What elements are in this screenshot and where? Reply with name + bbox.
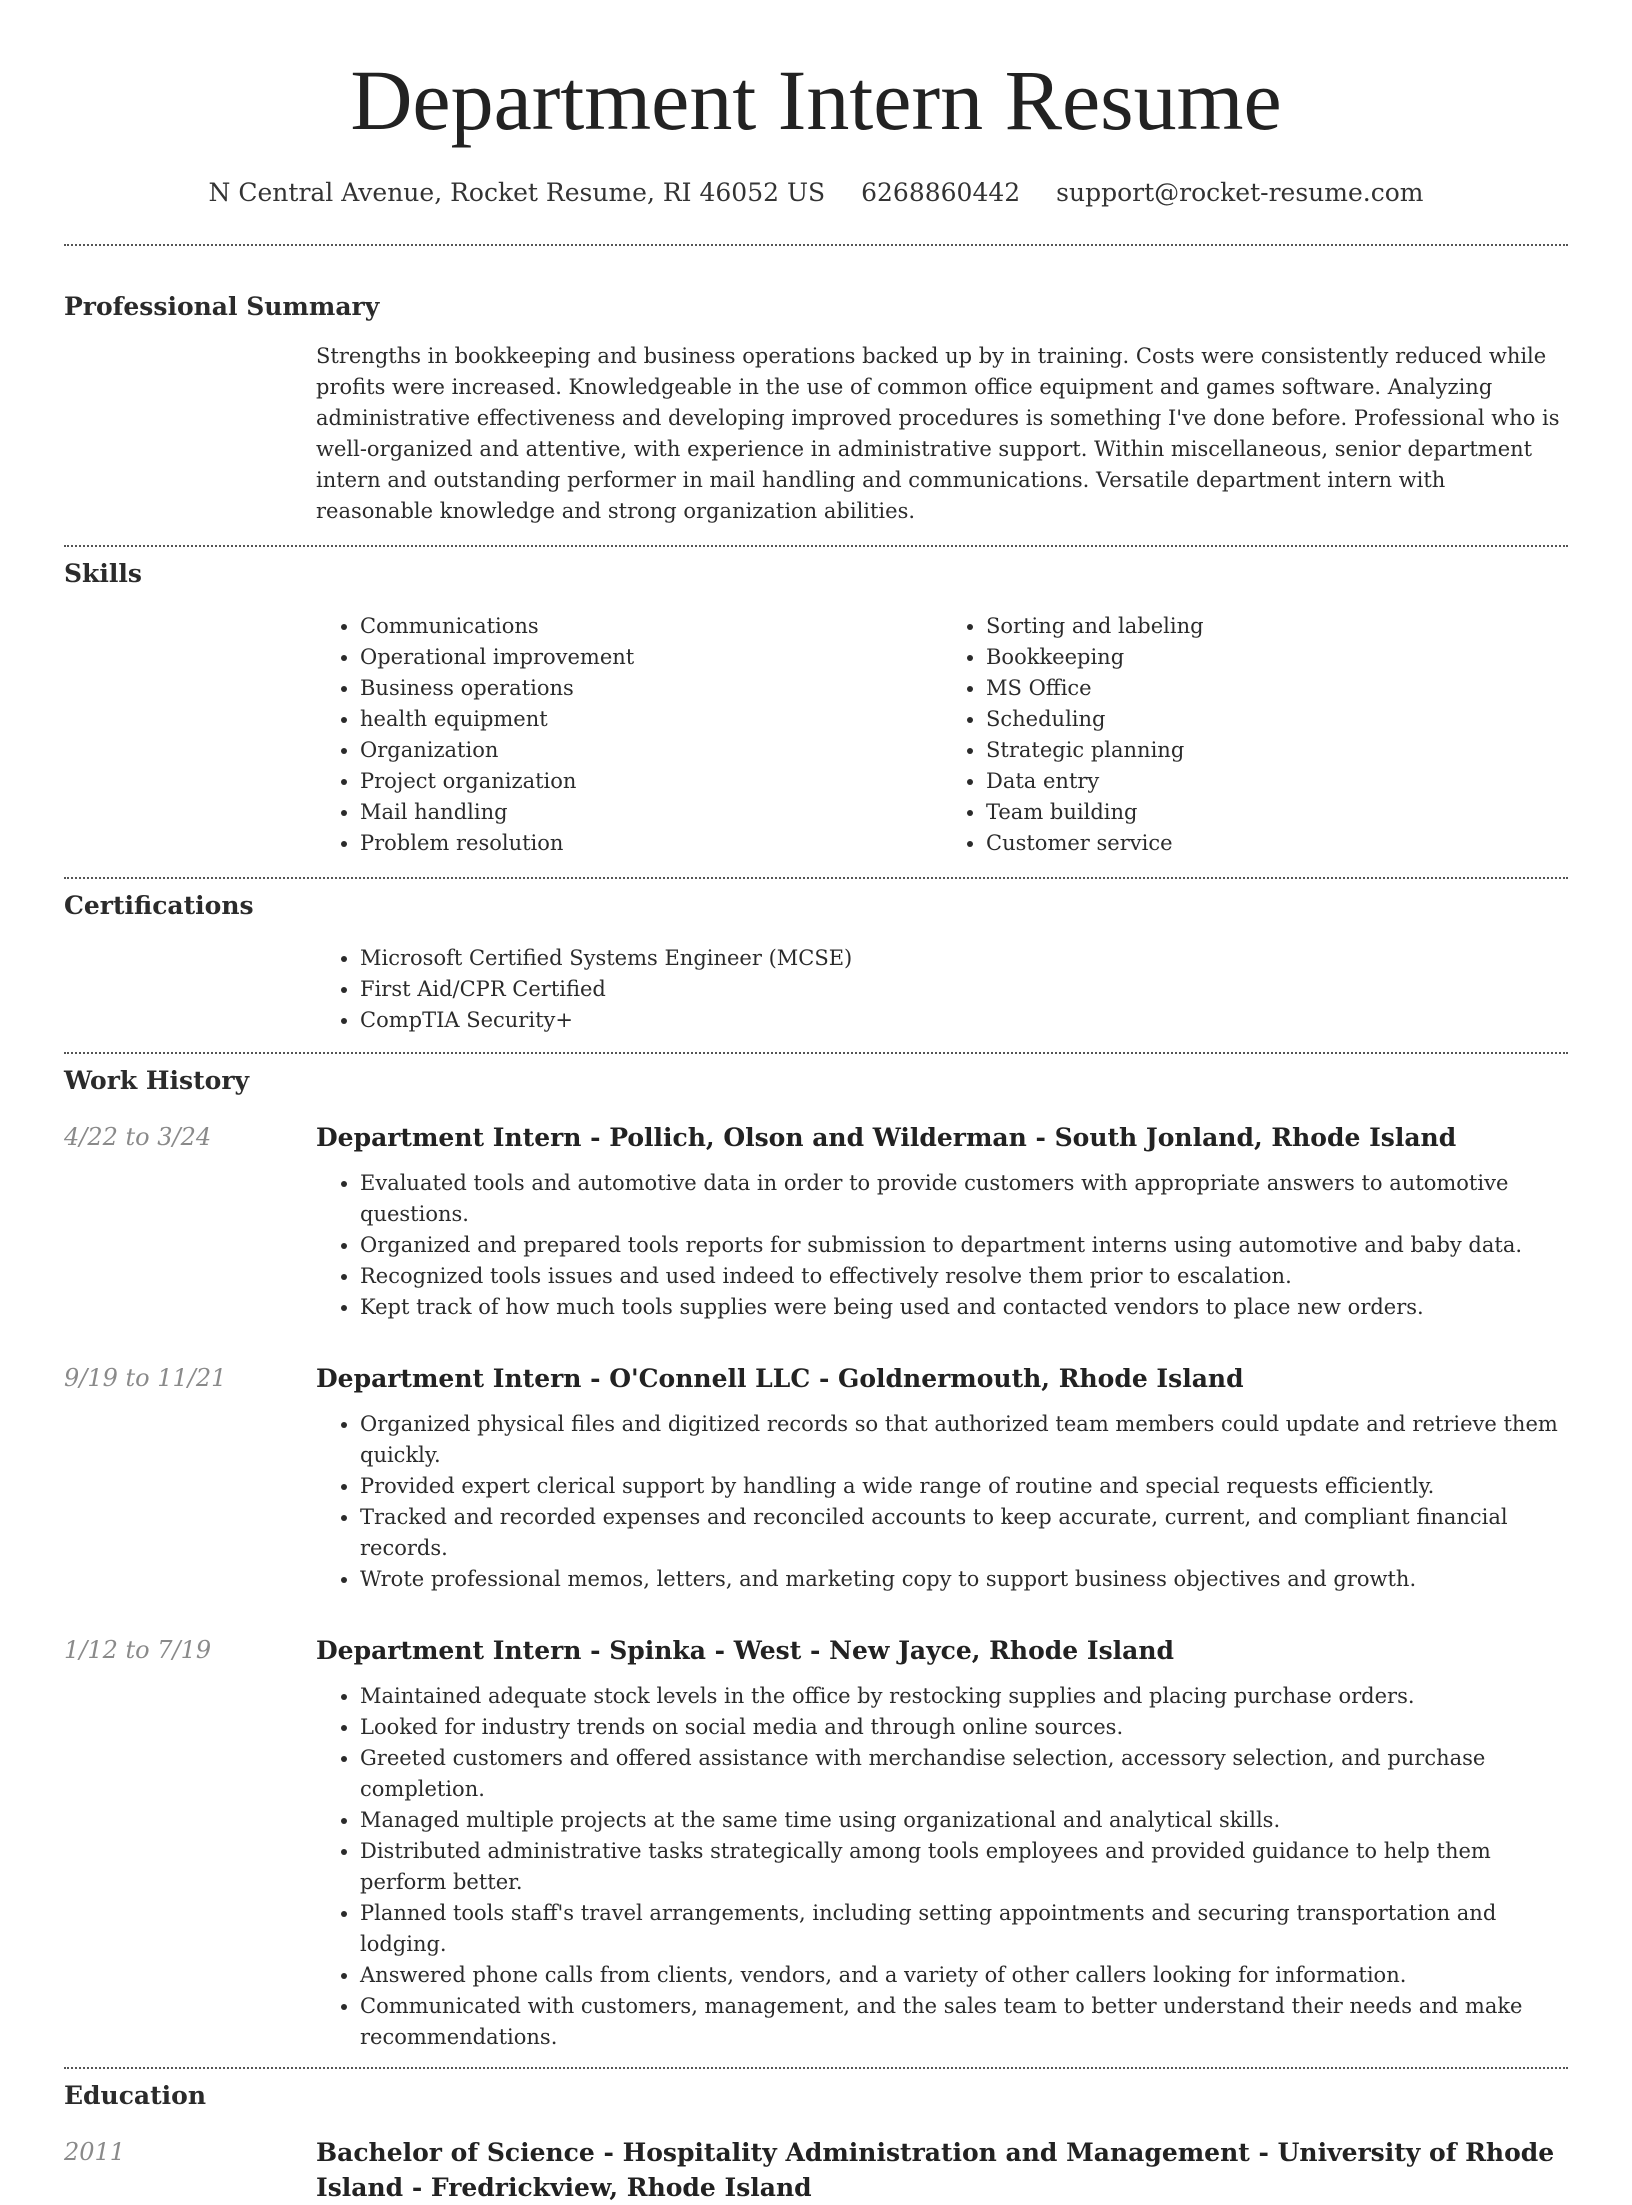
- job-bullet: • Recognized tools issues and used indeed to effectively resolve them prior to escalation.: [360, 1261, 1568, 1292]
- job-bullet: • Looked for industry trends on social media and through online sources.: [360, 1712, 1568, 1743]
- job-bullet: • Distributed administrative tasks strategically among tools employees and provided guidance to help them perform better.: [360, 1836, 1568, 1898]
- resume-title: Department Intern Resume: [350, 52, 1282, 148]
- education-section: [0, 2069, 1632, 2205]
- skill-item: • Data entry: [986, 766, 1568, 797]
- job-bullet: • Organized physical files and digitized records so that authorized team members could update and retrieve them quickly.: [360, 1409, 1568, 1471]
- work-history-heading: Work History: [64, 1066, 250, 1095]
- skills-section: [0, 547, 1632, 859]
- job-title: Department Intern - Spinka - West - New Jayce, Rhode Island: [316, 1636, 1174, 1665]
- summary-heading: Professional Summary: [64, 292, 380, 321]
- skills-list-left: [316, 611, 942, 859]
- job-bullet: • Wrote professional memos, letters, and marketing copy to support business objectives and growth.: [360, 1564, 1568, 1595]
- education-entry: [64, 2135, 1568, 2205]
- job-bullet: • Provided expert clerical support by handling a wide range of routine and special requests efficiently.: [360, 1471, 1568, 1502]
- skill-item: • Scheduling: [986, 704, 1568, 735]
- certifications-list: [316, 943, 1568, 1036]
- skill-item: • Strategic planning: [986, 735, 1568, 766]
- skill-item: • Sorting and labeling: [986, 611, 1568, 642]
- contact-email: support@rocket-resume.com: [1056, 178, 1424, 207]
- skill-item: • Team building: [986, 797, 1568, 828]
- skills-grid: [316, 611, 1568, 859]
- skill-item: • Operational improvement: [360, 642, 942, 673]
- education-title: Bachelor of Science - Hospitality Administration and Management - University of Rhode Island - Fredrickview, Rhode Island: [316, 2138, 1555, 2202]
- certification-item: • First Aid/CPR Certified: [360, 974, 1568, 1005]
- job-bullet: • Planned tools staff's travel arrangements, including setting appointments and securing transportation and lodging.: [360, 1898, 1568, 1960]
- education-date: 2011: [64, 2138, 126, 2166]
- job-title: Department Intern - O'Connell LLC - Goldnermouth, Rhode Island: [316, 1364, 1244, 1393]
- contact-line: [0, 176, 1632, 210]
- skills-heading: Skills: [64, 559, 142, 588]
- summary-section: [0, 246, 1632, 527]
- job-bullet: • Evaluated tools and automotive data in order to provide customers with appropriate answers to automotive questions.: [360, 1168, 1568, 1230]
- resume-header: [0, 0, 1632, 210]
- certification-item: • CompTIA Security+: [360, 1005, 1568, 1036]
- job-bullet: • Greeted customers and offered assistance with merchandise selection, accessory selection, and purchase completion.: [360, 1743, 1568, 1805]
- job-bullet: • Organized and prepared tools reports for submission to department interns using automotive and baby data.: [360, 1230, 1568, 1261]
- job-title: Department Intern - Pollich, Olson and Wilderman - South Jonland, Rhode Island: [316, 1123, 1457, 1152]
- skill-item: • Bookkeeping: [986, 642, 1568, 673]
- skill-item: • Project organization: [360, 766, 942, 797]
- job-bullet: • Answered phone calls from clients, vendors, and a variety of other callers looking for information.: [360, 1960, 1568, 1991]
- job-bullet: • Kept track of how much tools supplies were being used and contacted vendors to place new orders.: [360, 1292, 1568, 1323]
- contact-phone: 6268860442: [861, 178, 1021, 207]
- summary-body: [316, 341, 1568, 527]
- skill-item: • Business operations: [360, 673, 942, 704]
- job-details: [316, 1633, 1568, 2053]
- job-bullets: [316, 1409, 1568, 1595]
- job-details: [316, 1120, 1568, 1323]
- skill-item: • Communications: [360, 611, 942, 642]
- job-bullet: • Tracked and recorded expenses and reconciled accounts to keep accurate, current, and compliant financial records.: [360, 1502, 1568, 1564]
- certifications-heading: Certifications: [64, 891, 254, 920]
- job-bullet: • Maintained adequate stock levels in the office by restocking supplies and placing purchase orders.: [360, 1681, 1568, 1712]
- job-details: [316, 1361, 1568, 1595]
- job-bullet: • Managed multiple projects at the same time using organizational and analytical skills.: [360, 1805, 1568, 1836]
- skill-item: • Problem resolution: [360, 828, 942, 859]
- summary-text: Strengths in bookkeeping and business operations backed up by in training. Costs were consistently reduced while profits were increased. Knowledgeable in the use of common office equipment and games software. Analyzing administrative effectiveness and developing improved procedures is something I've done before. Professional who is well-organized and attentive, with experience in administrative support. Within miscellaneous, senior department intern and outstanding performer in mail handling and communications. Versatile department intern with reasonable knowledge and strong organization abilities.: [316, 344, 1560, 523]
- job-entry: [64, 1361, 1568, 1595]
- skill-item: • Organization: [360, 735, 942, 766]
- certifications-section: [0, 879, 1632, 1036]
- job-date: 4/22 to 3/24: [64, 1123, 212, 1151]
- skill-item: • Customer service: [986, 828, 1568, 859]
- education-details: [316, 2135, 1568, 2205]
- certification-item: • Microsoft Certified Systems Engineer (MCSE): [360, 943, 1568, 974]
- skills-list-right: [942, 611, 1568, 859]
- education-heading: Education: [64, 2081, 207, 2110]
- job-date: 9/19 to 11/21: [64, 1364, 227, 1392]
- skill-item: • Mail handling: [360, 797, 942, 828]
- job-bullets: [316, 1681, 1568, 2053]
- skill-item: • MS Office: [986, 673, 1568, 704]
- job-date: 1/12 to 7/19: [64, 1636, 212, 1664]
- contact-address: N Central Avenue, Rocket Resume, RI 46052 US: [208, 178, 826, 207]
- work-history-section: [0, 1054, 1632, 2053]
- job-entry: [64, 1633, 1568, 2053]
- skill-item: • health equipment: [360, 704, 942, 735]
- job-bullets: [316, 1168, 1568, 1323]
- job-bullet: • Communicated with customers, management, and the sales team to better understand their needs and make recommendations.: [360, 1991, 1568, 2053]
- certifications-body: [316, 943, 1568, 1036]
- job-entry: [64, 1120, 1568, 1323]
